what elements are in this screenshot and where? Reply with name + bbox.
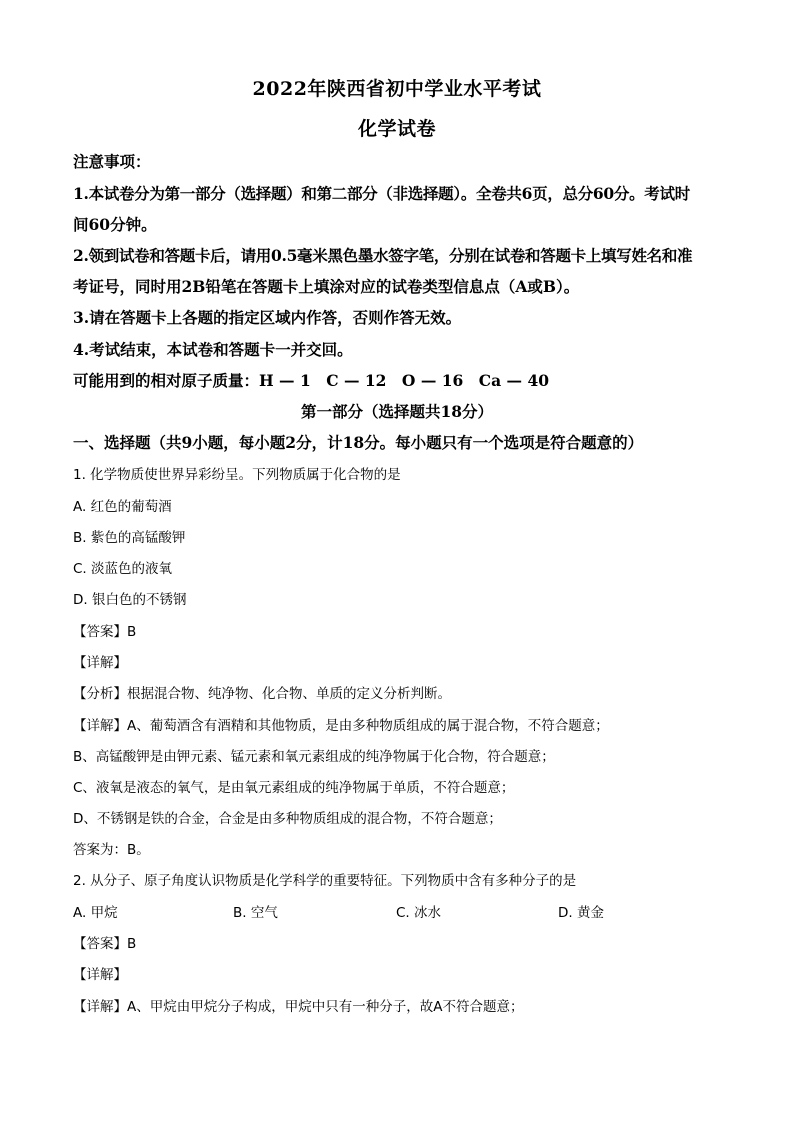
notice-item-1-line-2: 间60分钟。 [73, 215, 157, 234]
q1-option-c: C. 淡蓝色的液氧 [73, 561, 173, 577]
q1-detail-a: 【详解】A、葡萄酒含有酒精和其他物质，是由多种物质组成的属于混合物，不符合题意； [73, 718, 609, 734]
q2-option-c: C. 冰水 [396, 905, 442, 921]
notice-item-3: 3.请在答题卡上各题的指定区域内作答，否则作答无效。 [73, 308, 462, 327]
q2-option-a: A. 甲烷 [73, 905, 118, 921]
q2-stem: 2. 从分子、原子角度认识物质是化学科学的重要特征。下列物质中含有多种分子的是 [73, 873, 577, 889]
q1-stem: 1. 化学物质使世界异彩纷呈。下列物质属于化合物的是 [73, 467, 401, 483]
q1-option-b: B. 紫色的高锰酸钾 [73, 530, 186, 546]
q1-answer: 【答案】B [73, 624, 137, 640]
q1-detail-d: D、不锈钢是铁的合金，合金是由多种物质组成的混合物，不符合题意； [73, 811, 502, 827]
q1-detail-b: B、高锰酸钾是由钾元素、锰元素和氧元素组成的纯净物属于化合物，符合题意； [73, 749, 555, 765]
notice-item-2-line-1: 2.领到试卷和答题卡后，请用0.5毫米黑色墨水签字笔，分别在试卷和答题卡上填写姓名和准 [73, 246, 693, 265]
notice-item-1-line-1: 1.本试卷分为第一部分（选择题）和第二部分（非选择题）。全卷共6页，总分60分。考试时 [73, 184, 690, 203]
part1-heading: 第一部分（选择题共18分） [300, 402, 494, 421]
exam-subtitle: 化学试卷 [357, 118, 436, 140]
q2-detail-heading: 【详解】 [73, 967, 127, 983]
q1-final-answer: 答案为：B。 [73, 842, 150, 858]
q2-detail-a: 【详解】A、甲烷由甲烷分子构成，甲烷中只有一种分子，故A不符合题意； [73, 999, 524, 1015]
q1-detail-heading: 【详解】 [73, 655, 127, 671]
notice-item-4: 4.考试结束，本试卷和答题卡一并交回。 [73, 340, 353, 359]
q1-option-a: A. 红色的葡萄酒 [73, 499, 172, 515]
notice-item-2-line-2: 考证号，同时用2B铅笔在答题卡上填涂对应的试卷类型信息点（A或B）。 [73, 277, 580, 296]
q1-analysis: 【分析】根据混合物、纯净物、化合物、单质的定义分析判断。 [73, 686, 451, 702]
exam-title: 2022年陕西省初中学业水平考试 [252, 78, 542, 100]
q2-option-d: D. 黄金 [558, 905, 604, 921]
q1-detail-c: C、液氧是液态的氧气，是由氧元素组成的纯净物属于单质，不符合题意； [73, 780, 515, 796]
notice-heading: 注意事项： [73, 152, 151, 171]
q1-option-d: D. 银白色的不锈钢 [73, 592, 187, 608]
q2-answer: 【答案】B [73, 936, 137, 952]
atomic-mass-line: 可能用到的相对原子质量：H — 1 C — 12 O — 16 Ca — 40 [73, 371, 550, 390]
q2-option-b: B. 空气 [233, 905, 278, 921]
section-heading: 一、选择题（共9小题，每小题2分，计18分。每小题只有一个选项是符合题意的） [73, 433, 644, 452]
